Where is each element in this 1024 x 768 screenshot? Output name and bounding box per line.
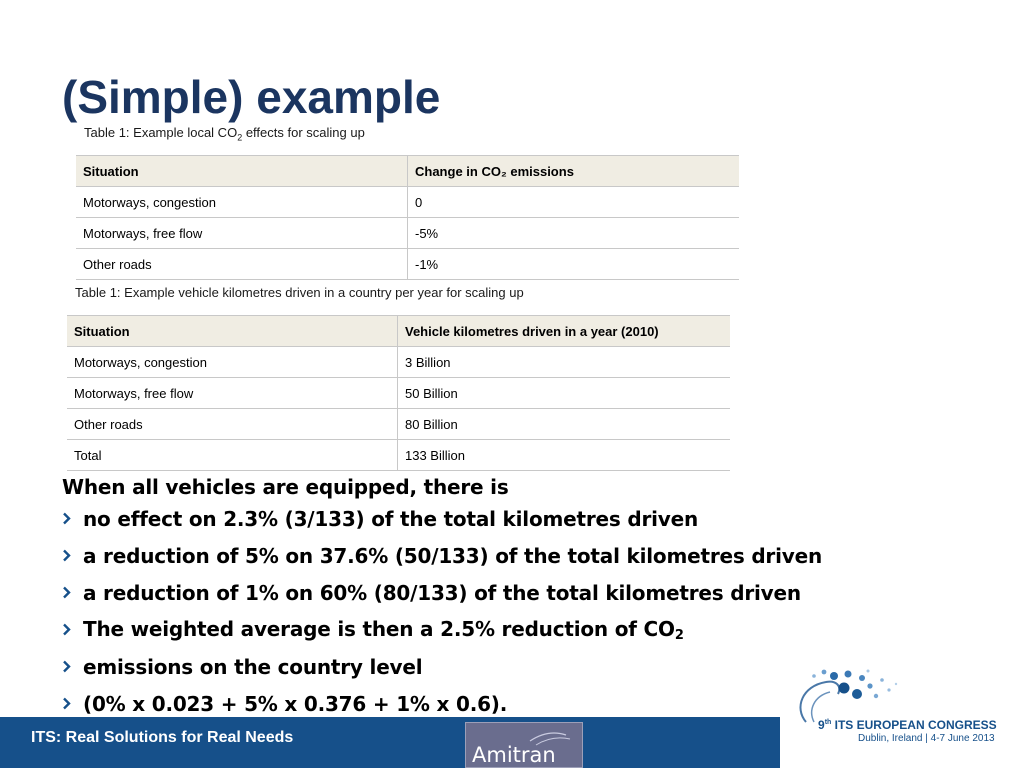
table-2-caption: Table 1: Example vehicle kilometres driven in a country per year for scaling up xyxy=(75,285,524,300)
table-row xyxy=(67,440,730,471)
table-cell: Motorways, congestion xyxy=(67,347,398,378)
amitran-logo xyxy=(465,722,583,768)
table-row xyxy=(76,218,739,249)
column-header-vehicle-km: Vehicle kilometres driven in a year (2010) xyxy=(398,316,731,347)
column-header-situation: Situation xyxy=(67,316,398,347)
table-cell: Motorways, free flow xyxy=(76,218,408,249)
table-row xyxy=(67,409,730,440)
table-header-row xyxy=(76,156,739,187)
table-cell: 3 Billion xyxy=(398,347,731,378)
table-cell: -1% xyxy=(408,249,740,280)
table-header-row xyxy=(67,316,730,347)
bullet-text: no effect on 2.3% (3/133) of the total kilometres driven xyxy=(83,506,699,531)
bullet-list xyxy=(62,474,822,722)
bullet-item xyxy=(62,500,822,537)
bullet-text: a reduction of 5% on 37.6% (50/133) of the total kilometres driven xyxy=(83,543,822,568)
bullet-item xyxy=(62,574,822,611)
amitran-logo-text: Amitran xyxy=(472,743,556,767)
congress-subtitle: Dublin, Ireland | 4-7 June 2013 xyxy=(858,733,995,744)
bullet-text: emissions on the country level xyxy=(83,654,423,679)
co2-effects-table xyxy=(76,155,739,280)
footer-slogan: ITS: Real Solutions for Real Needs xyxy=(31,729,294,746)
table-cell: Motorways, congestion xyxy=(76,187,408,218)
bullet-lead-text: When all vehicles are equipped, there is xyxy=(62,475,509,499)
congress-title: 9th ITS EUROPEAN CONGRESS xyxy=(818,718,997,732)
column-header-situation: Situation xyxy=(76,156,408,187)
congress-logo xyxy=(780,660,1024,768)
table-row xyxy=(67,347,730,378)
chevron-right-icon xyxy=(62,660,83,673)
column-header-co2-change: Change in CO₂ emissions xyxy=(408,156,740,187)
table-cell: 133 Billion xyxy=(398,440,731,471)
table-row xyxy=(76,249,739,280)
chevron-right-icon xyxy=(62,586,83,599)
chevron-right-icon xyxy=(62,512,83,525)
table-cell: Other roads xyxy=(76,249,408,280)
bullet-item xyxy=(62,537,822,574)
table-cell: 80 Billion xyxy=(398,409,731,440)
table-cell: -5% xyxy=(408,218,740,249)
vehicle-km-table xyxy=(67,315,730,471)
bullet-item xyxy=(62,611,822,648)
bullet-text: a reduction of 1% on 60% (80/133) of the total kilometres driven xyxy=(83,580,801,605)
table-cell: 50 Billion xyxy=(398,378,731,409)
table-1-caption: Table 1: Example local $CO_2$ effects for scaling up xyxy=(84,125,365,143)
chevron-right-icon xyxy=(62,697,83,710)
table-cell: Motorways, free flow xyxy=(67,378,398,409)
bullet-item xyxy=(62,648,822,685)
table-row xyxy=(67,378,730,409)
chevron-right-icon xyxy=(62,623,83,636)
table-cell: Total xyxy=(67,440,398,471)
table-row xyxy=(76,187,739,218)
bullet-text: The weighted average is then a 2.5% reduction of $CO_2$ xyxy=(83,616,684,643)
table-cell: 0 xyxy=(408,187,740,218)
chevron-right-icon xyxy=(62,549,83,562)
table-cell: Other roads xyxy=(67,409,398,440)
bullet-text: (0% x 0.023 + 5% x 0.376 + 1% x 0.6). xyxy=(83,691,508,716)
slide-title: (Simple) example xyxy=(62,71,441,123)
